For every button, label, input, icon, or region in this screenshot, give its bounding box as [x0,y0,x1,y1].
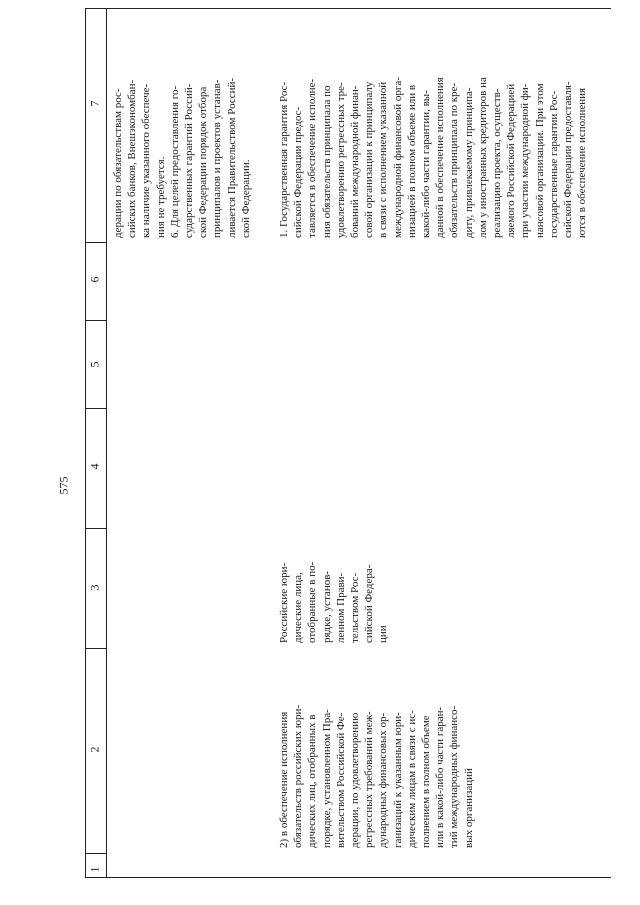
col-separator-6-5 [85,320,107,321]
text-line: бований международной финан- [349,85,362,238]
page-number: 575 [56,476,71,495]
text-line: нансовой организации. При этом [533,83,546,238]
col-separator-7-6 [85,242,107,243]
text-line: дерации, по удовлетворению [349,712,362,848]
col-separator-4-3 [85,528,107,529]
header-col-3: 3 [87,584,102,591]
text-line: данной в обеспечение исполнения [434,77,447,238]
header-col-5: 5 [87,361,102,368]
text-line: удовлетворению регрессных тре- [334,82,347,238]
text-line: международной финансовой орга- [391,77,404,238]
text-line: сударственных гарантий Россий- [183,83,196,238]
col-separator-5-4 [85,408,107,409]
text-line: дическим лицам в связи с ис- [405,710,418,848]
text-line: ния не требуется. [154,156,167,238]
text-line: 6. Для целей предоставления го- [168,85,181,238]
text-line: вительством Российской Фе- [334,712,347,848]
text-line: тавляется в обеспечение исполне- [306,78,319,238]
text-line: 1. Государственная гарантия Рос- [278,81,290,238]
text-line: сийских банков, Внешэкономбан- [126,79,139,238]
text-line: вых организаций [462,768,475,848]
text-line: обязательств российских юри- [292,704,305,848]
text-line: тий международных финансо- [448,705,461,848]
table-border-left [85,8,86,878]
text-line: ленном Прави- [334,572,347,643]
text-line: регрессных требований меж- [363,711,376,848]
text-line: рядке, установ- [320,570,333,643]
text-line: дических лиц, отобранных в [306,714,319,848]
cell-col2 [277,648,476,848]
text-line: дерации по обязательствам рос- [112,88,124,238]
cell-col7-bottom [277,10,589,238]
header-col-7: 7 [87,100,102,107]
text-line: или в какой-либо части гаран- [434,706,447,848]
text-line: сийской Федерации предос- [292,106,305,238]
header-row-separator [106,8,107,878]
text-line: реализацию проекта, осуществ- [491,88,504,238]
text-line: полнением в полном объеме [420,715,433,848]
text-line: тельством Рос- [349,572,362,643]
cell-col3 [277,528,391,643]
col-separator-3-2 [85,648,107,649]
text-line: ской Федерации. [239,159,252,238]
text-line: дународных финансовых ор- [377,712,390,848]
text-line: сийской Федерации предоставля- [562,81,575,238]
text-line: сийской Федера- [363,564,376,643]
text-line: Российские юри- [278,562,290,643]
text-line: какой-либо части гарантии, вы- [420,90,433,238]
table-border-top [85,8,611,9]
header-col-6: 6 [87,276,102,283]
text-line: ской Федерации порядок отбора [197,86,210,238]
text-line: ния обязательств принципала по [320,85,333,238]
col-separator-2-1 [85,853,107,854]
text-line: отобранные в по- [306,561,319,643]
header-col-4: 4 [87,463,102,470]
text-line: совой организации к принципалу [363,81,376,238]
text-line: ляемого Российской Федерацией [505,83,518,238]
text-line: ции [377,625,390,643]
text-line: принципалов и проектов устанав- [211,79,224,238]
text-line: низацией в полном объеме или в [405,84,418,238]
text-line: 2) в обеспечение исполнения [278,711,290,848]
text-line: ка наличие указанного обеспече- [140,83,153,238]
text-line: лом у иностранных кредиторов на [476,77,489,238]
text-line: порядке, установленном Пра- [320,709,333,848]
text-line: ются в обеспечение исполнения [576,87,589,238]
text-line: государственные гарантии Рос- [547,90,560,238]
text-line: ливается Правительством Россий- [225,77,238,238]
text-line: в связи с исполнением указанной [377,81,390,238]
cell-col7-top [111,10,253,238]
text-line: диту, привлекаемому принципа- [462,87,475,238]
text-line: ганизаций к указанным юри- [391,712,404,848]
header-col-2: 2 [87,746,102,753]
text-line: обязательств принципала по кре- [448,82,461,238]
header-col-1: 1 [87,866,102,873]
text-line: дические лица, [292,572,305,643]
text-line: при участии международной фи- [519,83,532,238]
table-border-bottom [85,877,611,878]
